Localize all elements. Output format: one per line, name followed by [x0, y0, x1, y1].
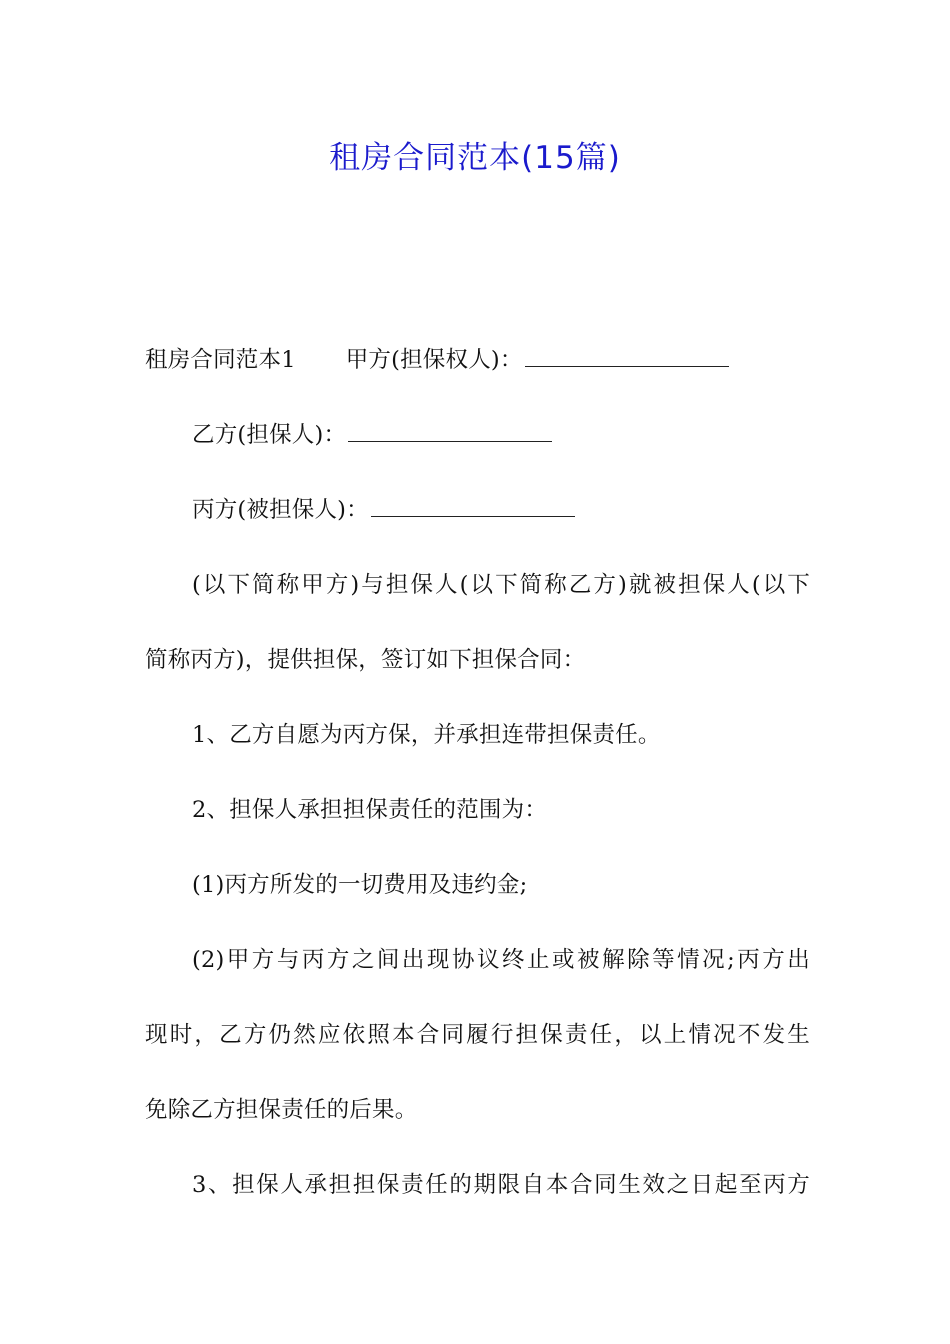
- party-c-label: 丙方(被担保人)：: [192, 497, 369, 523]
- clause-2-item-1: (1)丙方所发的一切费用及违约金;: [192, 872, 528, 898]
- contract-heading: 租房合同范本1: [145, 347, 296, 373]
- clause-1: 1、乙方自愿为丙方保，并承担连带担保责任。: [192, 722, 661, 748]
- party-b-blank: [348, 421, 552, 442]
- heading-line: [145, 345, 810, 375]
- clause-2-item-2-line-1: (2)甲方与丙方之间出现协议终止或被解除等情况;丙方出: [192, 947, 810, 973]
- party-c-blank: [371, 496, 575, 517]
- intro-line-2: 简称丙方)，提供担保，签订如下担保合同：: [145, 647, 586, 673]
- clause-2: 2、担保人承担担保责任的范围为：: [192, 797, 548, 823]
- clause-2-item-2-line-2: 现时，乙方仍然应依照本合同履行担保责任，以上情况不发生: [145, 1022, 810, 1048]
- party-c-line: [192, 495, 810, 525]
- clause-3-line-1: 3、担保人承担担保责任的期限自本合同生效之日起至丙方: [192, 1172, 810, 1198]
- party-a-blank: [525, 346, 729, 367]
- party-a-label: 甲方(担保权人)：: [345, 347, 523, 373]
- party-b-line: [192, 420, 810, 450]
- intro-line-1: (以下简称甲方)与担保人(以下简称乙方)就被担保人(以下: [192, 572, 810, 598]
- document-title: 租房合同范本(15篇): [329, 140, 621, 176]
- party-b-label: 乙方(担保人)：: [192, 422, 347, 448]
- clause-2-item-2-line-3: 免除乙方担保责任的后果。: [145, 1097, 418, 1123]
